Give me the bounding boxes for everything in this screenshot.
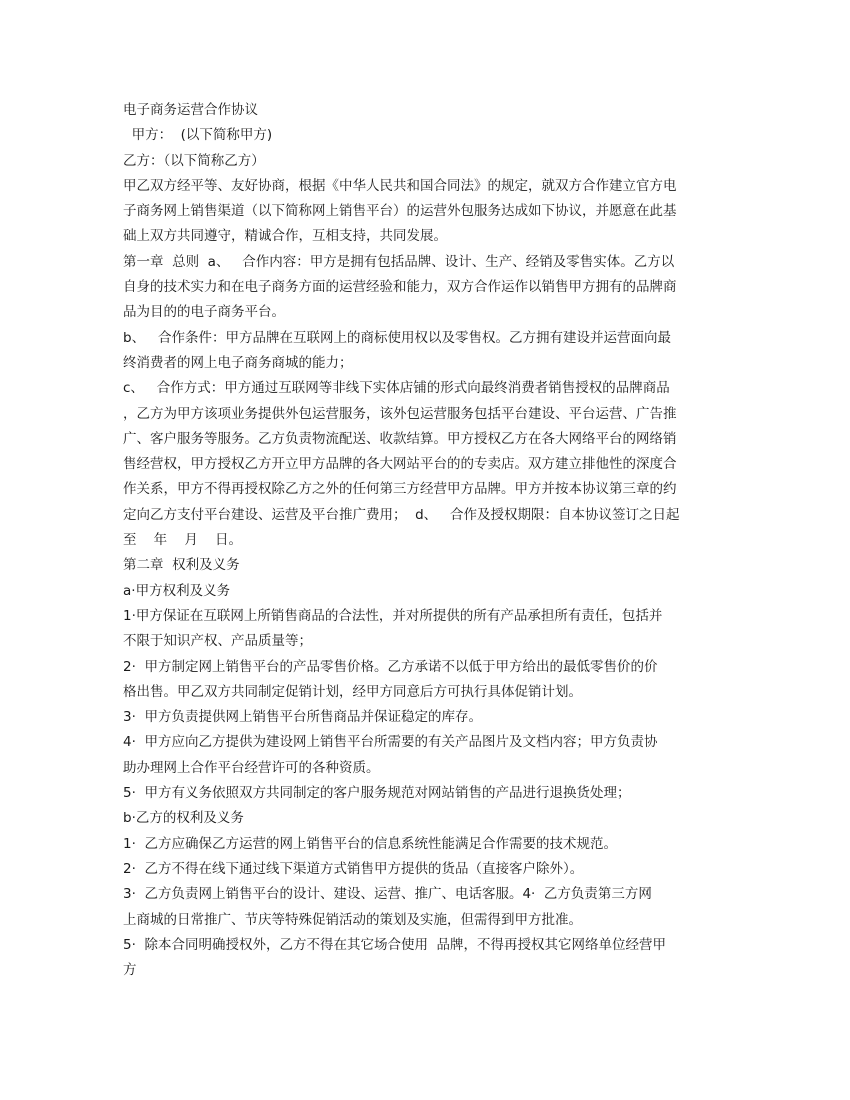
text-line: 5· 除本合同明确授权外，乙方不得在其它场合使用 品牌，不得再授权其它网络单位经营甲 xyxy=(123,936,667,953)
text-line: 3· 甲方负责提供网上销售平台所售商品并保证稳定的库存。 xyxy=(123,709,482,726)
text-line: 1· 乙方应确保乙方运营的网上销售平台的信息系统性能满足合作需要的技术规范。 xyxy=(123,835,617,852)
text-line: 5· 甲方有义务依照双方共同制定的客户服务规范对网站销售的产品进行退换货处理； xyxy=(123,785,631,802)
text-line: 方 xyxy=(123,962,137,979)
text-line: 作关系，甲方不得再授权除乙方之外的任何第三方经营甲方品牌。甲方并按本协议第三章的约 xyxy=(123,481,677,498)
text-line: 自身的技术实力和在电子商务方面的运营经验和能力，双方合作运作以销售甲方拥有的品牌商 xyxy=(123,279,677,296)
text-line: 售经营权，甲方授权乙方开立甲方品牌的各大网站平台的的专卖店。双方建立排他性的深度合 xyxy=(123,456,677,473)
section-heading: a·甲方权利及义务 xyxy=(123,582,231,599)
text-line: ，乙方为甲方该项业务提供外包运营服务，该外包运营服务包括平台建设、平台运营、广告推 xyxy=(123,405,677,422)
text-line: 上商城的日常推广、节庆等特殊促销活动的策划及实施，但需得到甲方批准。 xyxy=(123,911,582,928)
document-title: 电子商务运营合作协议 xyxy=(123,102,258,118)
text-line: 格出售。甲乙双方共同制定促销计划，经甲方同意后方可执行具体促销计划。 xyxy=(123,683,582,700)
party-a-line: 甲方： (以下简称甲方) xyxy=(123,127,273,144)
text-line: 广、客户服务等服务。乙方负责物流配送、收款结算。甲方授权乙方在各大网络平台的网络销 xyxy=(123,430,677,447)
text-line: 品为目的的电子商务平台。 xyxy=(123,304,285,321)
text-line: b、 合作条件：甲方品牌在互联网上的商标使用权以及零售权。乙方拥有建设并运营面向最 xyxy=(123,329,671,346)
chapter-1-line: 第一章 总则 a、 合作内容：甲方是拥有包括品牌、设计、生产、经销及零售实体。乙方以 xyxy=(123,253,675,270)
chapter-2-heading: 第二章 权利及义务 xyxy=(123,557,240,574)
text-line: 不限于知识产权、产品质量等； xyxy=(123,633,312,650)
text-line: 础上双方共同遵守，精诚合作，互相支持，共同发展。 xyxy=(123,228,447,245)
text-line: 定向乙方支付平台建设、运营及平台推广费用； d、 合作及授权期限：自本协议签订之日起 xyxy=(123,506,680,523)
text-line: 4· 甲方应向乙方提供为建设网上销售平台所需要的有关产品图片及文档内容；甲方负责协 xyxy=(123,734,658,751)
text-line: 子商务网上销售渠道（以下简称网上销售平台）的运营外包服务达成如下协议，并愿意在此基 xyxy=(123,203,677,220)
document-page xyxy=(123,98,723,983)
section-heading: b·乙方的权利及义务 xyxy=(123,810,244,827)
text-line: 3· 乙方负责网上销售平台的设计、建设、运营、推广、电话客服。4· 乙方负责第三方网 xyxy=(123,886,652,903)
text-line: 至 年 月 日。 xyxy=(123,532,242,549)
text-line: c、 合作方式：甲方通过互联网等非线下实体店铺的形式向最终消费者销售授权的品牌商品 xyxy=(123,380,670,397)
text-line: 2· 乙方不得在线下通过线下渠道方式销售甲方提供的货品（直接客户除外）。 xyxy=(123,860,584,877)
text-line: 甲乙双方经平等、友好协商，根据《中华人民共和国合同法》的规定，就双方合作建立官方电 xyxy=(123,177,677,194)
party-b-line: 乙方：（以下简称乙方） xyxy=(123,152,265,169)
text-line: 1·甲方保证在互联网上所销售商品的合法性，并对所提供的所有产品承担所有责任，包括并 xyxy=(123,607,663,624)
text-line: 助办理网上合作平台经营许可的各种资质。 xyxy=(123,759,380,776)
text-line: 终消费者的网上电子商务商城的能力； xyxy=(123,354,353,371)
text-line: 2· 甲方制定网上销售平台的产品零售价格。乙方承诺不以低于甲方给出的最低零售价的价 xyxy=(123,658,658,675)
